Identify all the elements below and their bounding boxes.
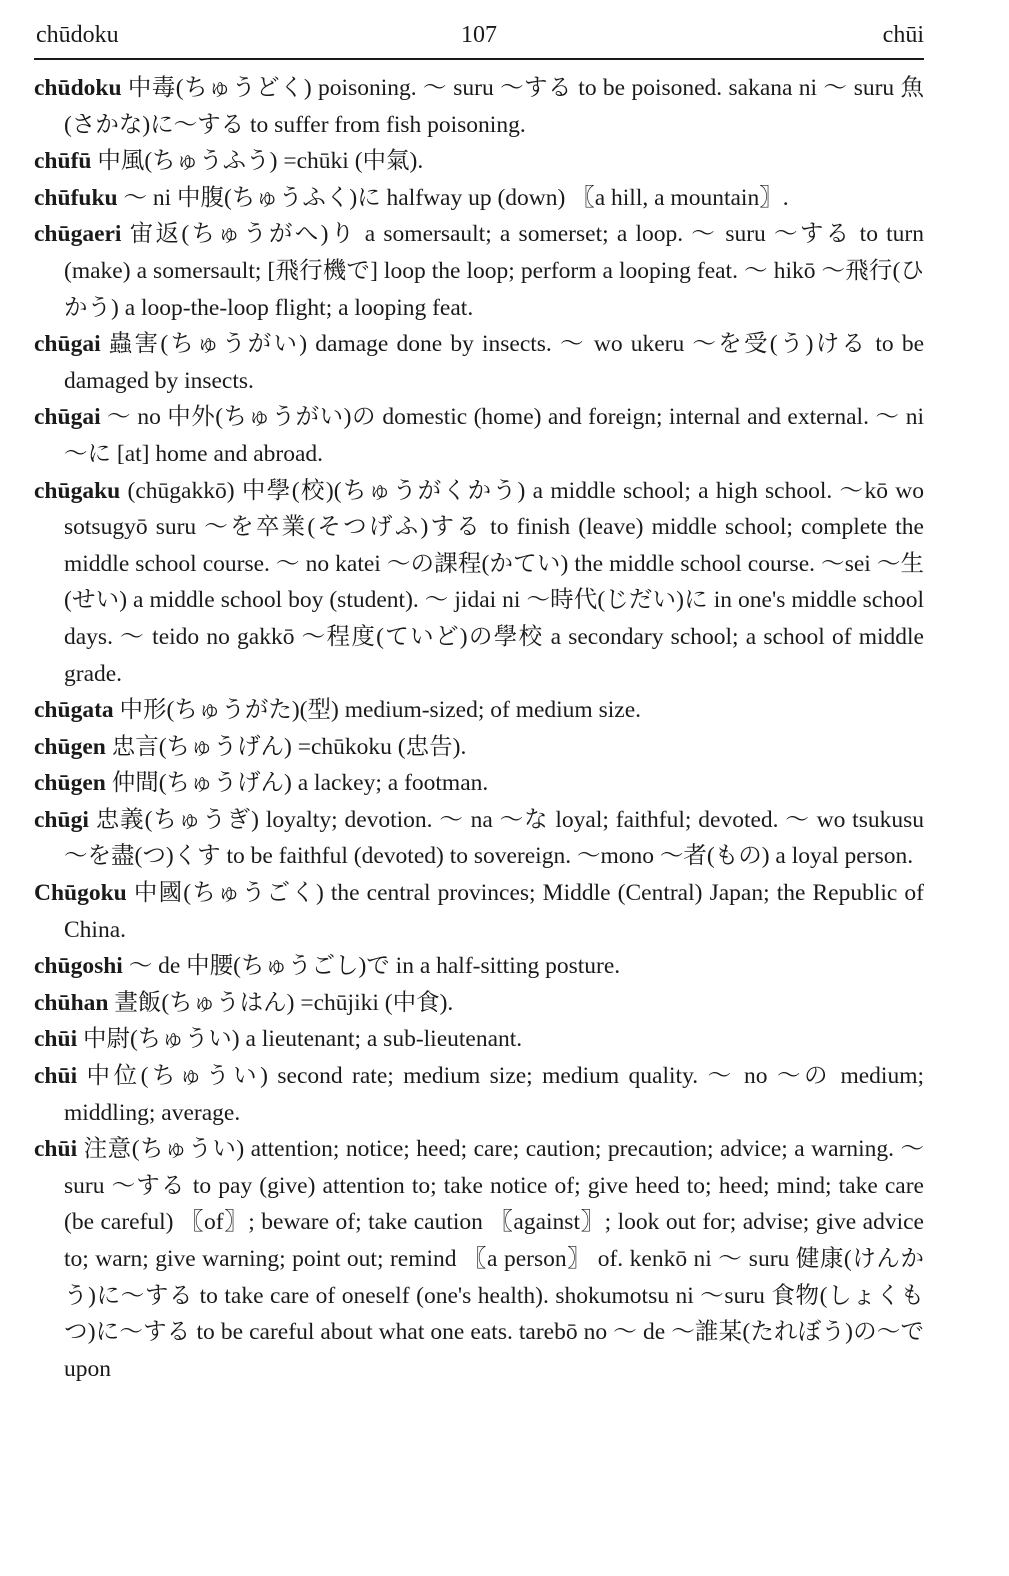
entry-text: 中國(ちゅうごく) the central provinces; Middle (Central) Japan; the Republic of China.	[64, 880, 925, 943]
entry-text: 仲間(ちゅうげん) a lackey; a footman.	[111, 770, 489, 797]
entry-headword: chūgaku	[34, 477, 121, 504]
entry	[34, 765, 924, 802]
entry-text: 宙返(ちゅうがへ)り a somersault; a somerset; a loop. ～ suru ～する to turn (make) a somersault; [飛行機で] loop the loop; perform a looping feat. ～ hikō ～飛行(ひかう) a loop-the-loop flight; a looping feat.	[64, 221, 925, 321]
entry	[34, 1058, 924, 1131]
entry-text: 中位(ちゅうい) second rate; medium size; medium quality. ～ no ～の medium; middling; average.	[64, 1063, 924, 1126]
entry-text: ～ ni 中腹(ちゅうふく)に halfway up (down) 〖a hill, a mountain〗.	[123, 184, 789, 211]
entry	[34, 692, 924, 729]
entry-headword: chūfū	[34, 148, 92, 175]
header-rule	[34, 58, 924, 60]
entry	[34, 326, 924, 399]
entry-headword: chūgai	[34, 404, 101, 431]
entry	[34, 1131, 924, 1387]
entry-headword: chūi	[34, 1026, 78, 1053]
entry	[34, 802, 924, 875]
entry	[34, 875, 924, 948]
entry-text: ～ no 中外(ちゅうがい)の domestic (home) and foreign; internal and external. ～ ni ～に [at] home and abroad.	[64, 404, 924, 467]
entry-text: 中形(ちゅうがた)(型) medium-sized; of medium size.	[119, 697, 641, 724]
page-number: 107	[461, 22, 497, 48]
entry-headword: chūi	[34, 1136, 78, 1163]
entry	[34, 729, 924, 766]
entry-text: 中風(ちゅうふう) =chūki (中氣).	[97, 148, 424, 175]
entry-text: (chūgakkō) 中學(校)(ちゅうがくかう) a middle school; a high school. ～kō wo sotsugyō suru ～を卒業(そつげふ)する to finish (leave) middle school; complete the middle school course. ～ no katei ～の課程(かてい) the middle school course. ～sei ～生(せい) a middle school boy (student). ～ jidai ni ～時代(じだい)に in one's middle school days. ～ teido no gakkō ～程度(ていど)の學校 a secondary school; a school of middle grade.	[64, 477, 924, 687]
entry-text: 蟲害(ちゅうがい) damage done by insects. ～ wo ukeru ～を受(う)ける to be damaged by insects.	[64, 331, 925, 394]
entry	[34, 180, 924, 217]
entry-headword: chūgoshi	[34, 953, 123, 980]
entry-text: 晝飯(ちゅうはん) =chūjiki (中食).	[114, 989, 454, 1016]
entry-headword: chūgai	[34, 331, 101, 358]
entry	[34, 948, 924, 985]
entry-headword: chūhan	[34, 989, 109, 1016]
entry-text: ～ de 中腰(ちゅうごし)で in a half-sitting posture.	[128, 953, 621, 980]
entry	[34, 1021, 924, 1058]
first-headword: chūdoku	[36, 22, 119, 48]
entry-headword: chūgata	[34, 697, 114, 724]
entry	[34, 473, 924, 693]
entry-headword: chūdoku	[34, 75, 122, 101]
entry-text: 注意(ちゅうい) attention; notice; heed; care; caution; precaution; advice; a warning. ～ suru ～する to pay (give) attention to; take notice of; give heed to; heed; mind; take care (be careful) 〖of〗; beware of; take caution 〖against〗; look out for; advise; give advice to; warn; give warning; point out; remind 〖a person〗 of. kenkō ni ～ suru 健康(けんかう)に～する to take care of oneself (one's health). shokumotsu ni ～suru 食物(しょくもつ)に～する to be careful about what one eats. tarebō no ～ de ～誰某(たれぼう)の～で upon	[64, 1136, 924, 1382]
entry-headword: Chūgoku	[34, 880, 127, 907]
entry-text: 中毒(ちゅうどく) poisoning. ～ suru ～する to be poisoned. sakana ni ～ suru 魚(さかな)に～する to suffer from fish poisoning.	[64, 75, 925, 138]
entry-list	[34, 70, 924, 1387]
dictionary-page	[34, 18, 924, 1558]
entry-headword: chūfuku	[34, 184, 118, 211]
entry	[34, 399, 924, 472]
entry	[34, 143, 924, 180]
entry	[34, 216, 924, 326]
entry-headword: chūi	[34, 1063, 78, 1090]
entry-text: 忠言(ちゅうげん) =chūkoku (忠告).	[111, 733, 467, 760]
last-headword: chūi	[882, 22, 924, 48]
entry-headword: chūgen	[34, 770, 106, 797]
entry-text: 忠義(ちゅうぎ) loyalty; devotion. ～ na ～な loyal; faithful; devoted. ～ wo tsukusu ～を盡(つ)くす to be faithful (devoted) to sovereign. ～mono ～者(もの) a loyal person.	[64, 806, 924, 870]
entry-headword: chūgaeri	[34, 221, 122, 248]
entry-headword: chūgen	[34, 733, 106, 760]
entry	[34, 985, 924, 1022]
running-head	[34, 18, 924, 54]
entry-headword: chūgi	[34, 806, 89, 833]
entry	[34, 70, 924, 143]
entry-text: 中尉(ちゅうい) a lieutenant; a sub-lieutenant.	[82, 1026, 523, 1053]
